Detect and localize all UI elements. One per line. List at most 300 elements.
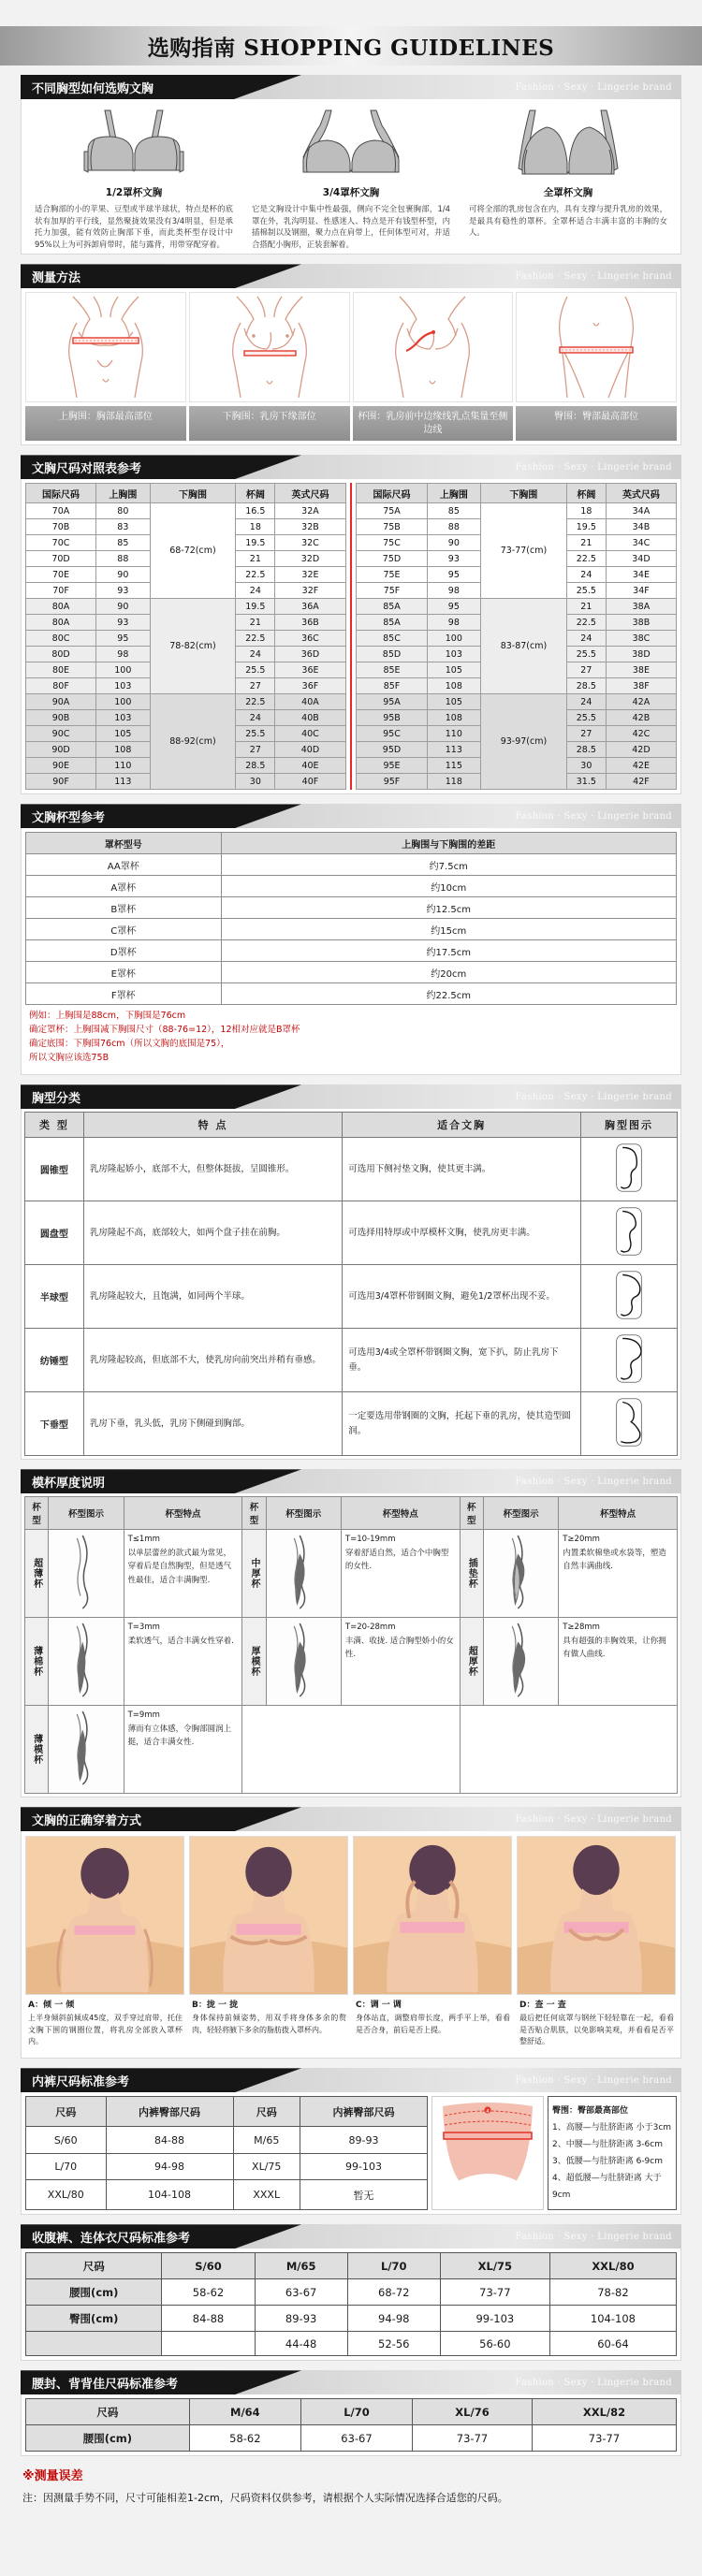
section-header-thickness: [21, 1469, 681, 1493]
cell-cup-type: 薄模杯: [25, 1706, 49, 1794]
cup-example-block: [25, 1005, 677, 1070]
cell-value: 68-72: [347, 2279, 440, 2306]
footnote-body: 注：因测量手势不同，尺寸可能相差1-2cm，尺码资料仅供参考，请根据个人实际情况选择合适您的尺码。: [22, 2492, 508, 2505]
cell-cup-type: 薄棉杯: [25, 1618, 49, 1706]
cup-example-line: 确定罩杯：上胸围减下胸围尺寸（88-76=12），12相对应就是B罩杯: [29, 1025, 300, 1036]
cell-cup-width: 30: [566, 758, 606, 774]
cell-bust: 105: [427, 694, 481, 710]
cell-intl-size: 75E: [357, 567, 427, 583]
cell-value: 60-64: [549, 2332, 676, 2356]
cell-shape-type: 半球型: [25, 1265, 84, 1329]
cell-value: 58-62: [162, 2279, 255, 2306]
table-row: [26, 2332, 677, 2356]
cell-cup-width: 18: [566, 503, 606, 519]
column-header: XL/76: [413, 2399, 533, 2425]
cell-uk-size: 36F: [275, 678, 345, 694]
cell-shape-fit: 可选择用特厚或中厚模杯文胸，使乳房更丰满。: [343, 1201, 581, 1265]
cell-panty-size: M/65: [233, 2127, 300, 2153]
panty-note: 3、低腰—与肚脐距离 6-9cm: [552, 2157, 664, 2167]
cell-bust: 113: [427, 742, 481, 758]
cell-value: 63-67: [255, 2279, 347, 2306]
bra-type-card: [25, 109, 242, 250]
table-header-row: [26, 484, 346, 503]
section-waist-size: [21, 2370, 681, 2456]
shape-silhouette-icon: [581, 1201, 678, 1265]
bra-type-row: [22, 99, 680, 254]
cell-uk-size: 32C: [275, 535, 345, 551]
cell-uk-size: 34C: [606, 535, 676, 551]
cell-uk-size: 36D: [275, 647, 345, 662]
cell-cup-feature: [341, 1618, 460, 1706]
cell-bust: 110: [96, 758, 151, 774]
cell-shape-feature: 乳房隆起较高，但底部不大，使乳房向前突出并稍有垂感。: [83, 1329, 342, 1392]
cell-bust: 90: [96, 599, 151, 615]
cup-thickness-desc: 以单层蕾丝的款式最为常见，穿着后是自然胸型，但是透气性最佳，适合丰满胸型.: [127, 1548, 232, 1585]
table-header-row: [26, 2399, 677, 2425]
table-row: [26, 2180, 428, 2210]
measure-hip-figure: [516, 292, 677, 402]
bra-type-card: [242, 109, 460, 250]
cell-shape-type: 下垂型: [25, 1392, 84, 1456]
cell-cup-diff: 约17.5cm: [221, 940, 677, 962]
cell-cup-type: 厚模杯: [242, 1618, 266, 1706]
table-row: [26, 503, 346, 519]
column-header: M/64: [189, 2399, 300, 2425]
cell-cup-width: 25.5: [566, 710, 606, 726]
brand-tagline: Fashion · Sexy · Lingerie brand: [515, 2074, 672, 2086]
column-header: XXL/80: [549, 2253, 676, 2279]
cell-cup-diff: 约15cm: [221, 919, 677, 940]
cell-intl-size: 80A: [26, 599, 96, 615]
section-title: 文胸的正确穿着方式: [32, 1813, 142, 1828]
measure-legend-item: 下胸围：乳房下缘部位: [189, 406, 350, 441]
cell-uk-size: 38E: [606, 662, 676, 678]
table-row: [357, 599, 677, 615]
brand-tagline: Fashion · Sexy · Lingerie brand: [515, 81, 672, 93]
cell-value: 63-67: [300, 2425, 412, 2452]
cell-uk-size: 42A: [606, 694, 676, 710]
cell-shape-fit: 可选用下侧衬垫文胸，使其更丰满。: [343, 1138, 581, 1201]
cell-intl-size: 80E: [26, 662, 96, 678]
cell-intl-size: 85C: [357, 631, 427, 647]
cell-intl-size: 80F: [26, 678, 96, 694]
wearing-step-text: [25, 1995, 185, 2053]
cell-bust: 100: [427, 631, 481, 647]
cell-value: 44-48: [255, 2332, 347, 2356]
cell-intl-size: 75A: [357, 503, 427, 519]
svg-text:4: 4: [486, 2109, 490, 2116]
cell-bust: 103: [427, 647, 481, 662]
cell-bust: 118: [427, 774, 481, 790]
cell-cup-feature: [559, 1618, 678, 1706]
cell-uk-size: 32B: [275, 519, 345, 535]
cell-bust: 98: [96, 647, 151, 662]
cell-bust: 88: [96, 551, 151, 567]
cell-panty-size: 84-88: [106, 2127, 233, 2153]
wearing-step-card: [189, 1836, 349, 2053]
section-measure: [21, 264, 681, 445]
column-header: 尺码: [26, 2253, 162, 2279]
cell-bust: 113: [96, 774, 151, 790]
cell-cup-width: 25.5: [236, 726, 275, 742]
cup-thickness-table: [24, 1496, 678, 1794]
cell-uk-size: 32E: [275, 567, 345, 583]
cell-bust: 83: [96, 519, 151, 535]
panty-note: 2、中腰—与肚脐距离 3-6cm: [552, 2140, 664, 2150]
cell-bust: 108: [96, 742, 151, 758]
row-header: [26, 2332, 162, 2356]
wearing-step-card: [517, 1836, 677, 2053]
cell-uk-size: 40D: [275, 742, 345, 758]
cell-cup-model: C罩杯: [26, 919, 222, 940]
cell-intl-size: 90F: [26, 774, 96, 790]
cup-example-line: 确定底围：下胸围76cm（所以文胸的底围是75），: [29, 1038, 230, 1049]
table-row: [25, 1618, 678, 1706]
wearing-step-label: B：拢 一 拢: [192, 2001, 239, 2011]
cell-bust: 80: [96, 503, 151, 519]
cell-intl-size: 70B: [26, 519, 96, 535]
cell-intl-size: 90B: [26, 710, 96, 726]
cell-bust: 105: [427, 662, 481, 678]
cell-cup-width: 16.5: [236, 503, 275, 519]
cell-bust: 103: [96, 710, 151, 726]
cell-intl-size: 85A: [357, 615, 427, 631]
column-header: 尺码: [26, 2097, 107, 2127]
cell-shape-feature: 乳房隆起较大，且饱满，如同两个半球。: [83, 1265, 342, 1329]
cup-thickness-desc: 穿着舒适自然，适合个中胸型的女性.: [344, 1548, 449, 1572]
cell-cup-width: 28.5: [566, 678, 606, 694]
column-header: 上胸围: [96, 484, 151, 503]
cell-shape-fit: 一定要选用带钢圈的文胸，托起下垂的乳房，使其造型圆润。: [343, 1392, 581, 1456]
section-header-bra-types: [21, 75, 681, 99]
shape-silhouette-icon: [581, 1329, 678, 1392]
wearing-step-c-illustration: [353, 1836, 512, 1995]
cell-cup-width: 28.5: [566, 742, 606, 758]
panty-size-table: [25, 2096, 428, 2210]
table-row: [25, 1329, 678, 1392]
column-header: 国际尺码: [357, 484, 427, 503]
bra-type-card: [460, 109, 677, 250]
cell-cup-type: 超厚杯: [460, 1618, 483, 1706]
measure-legend: [22, 406, 680, 444]
wearing-step-label: C：调 一 调: [356, 2001, 402, 2011]
cell-value: 89-93: [255, 2306, 347, 2332]
cell-uk-size: 32A: [275, 503, 345, 519]
table-header-row: [26, 2097, 428, 2127]
section-bra-types: [21, 75, 681, 255]
cell-uk-size: 34D: [606, 551, 676, 567]
measure-bust-figure: [25, 292, 186, 402]
brand-tagline: Fashion · Sexy · Lingerie brand: [515, 810, 672, 822]
cell-cup-width: 24: [236, 647, 275, 662]
cup-profile-icon: [483, 1530, 558, 1618]
table-row: [25, 1530, 678, 1618]
cell-empty: [242, 1706, 460, 1794]
column-header: 杯型特点: [341, 1497, 460, 1530]
cell-intl-size: 75F: [357, 583, 427, 599]
column-header: 国际尺码: [26, 484, 96, 503]
column-header: L/70: [347, 2253, 440, 2279]
cell-panty-size: S/60: [26, 2127, 107, 2153]
cell-intl-size: 70D: [26, 551, 96, 567]
cell-uk-size: 38B: [606, 615, 676, 631]
table-row: [25, 1706, 678, 1794]
table-row: [26, 940, 677, 962]
section-header-shaper: [21, 2224, 681, 2249]
measure-underbust-figure: [189, 292, 350, 402]
column-header: 英式尺码: [275, 484, 345, 503]
table-row: [26, 2425, 677, 2452]
column-header: 杯型图示: [49, 1497, 124, 1530]
shape-classification-table: [24, 1112, 678, 1456]
cell-underbust: 68-72(cm): [150, 503, 236, 599]
section-cup-reference: [21, 804, 681, 1075]
cell-underbust: 88-92(cm): [150, 694, 236, 790]
cup-thickness-desc: 柔软透气，适合丰满女性穿着.: [127, 1636, 234, 1646]
table-row: [25, 1201, 678, 1265]
cell-uk-size: 36A: [275, 599, 345, 615]
cell-cup-width: 25.5: [566, 647, 606, 662]
section-title: 胸型分类: [32, 1091, 81, 1106]
cup-thickness-spec: T=20-28mm: [344, 1623, 396, 1633]
column-header: 胸型图示: [581, 1113, 678, 1138]
table-header-row: [25, 1497, 678, 1530]
column-header: XL/75: [440, 2253, 549, 2279]
column-header: 杯型图示: [483, 1497, 558, 1530]
cell-cup-width: 27: [236, 678, 275, 694]
measure-legend-item: 上胸围：胸部最高部位: [25, 406, 186, 441]
column-header: 杯型图示: [266, 1497, 341, 1530]
cell-bust: 98: [427, 615, 481, 631]
cell-intl-size: 95D: [357, 742, 427, 758]
row-header: 腰围(cm): [26, 2279, 162, 2306]
cell-intl-size: 80C: [26, 631, 96, 647]
column-header: 杯型: [242, 1497, 266, 1530]
cell-cup-width: 21: [566, 599, 606, 615]
brand-tagline: Fashion · Sexy · Lingerie brand: [515, 1813, 672, 1825]
column-header: 杯型特点: [559, 1497, 678, 1530]
cell-cup-feature: [341, 1530, 460, 1618]
panty-note: 1、高腰—与肚脐距离 小于3cm: [552, 2123, 672, 2133]
cell-cup-width: 21: [566, 535, 606, 551]
size-table-right: [356, 483, 677, 790]
cell-value: 56-60: [440, 2332, 549, 2356]
cell-intl-size: 95C: [357, 726, 427, 742]
cell-bust: 95: [96, 631, 151, 647]
cell-intl-size: 95E: [357, 758, 427, 774]
table-row: [26, 962, 677, 983]
cup-example-line: 例如：上胸围是88cm，下胸围是76cm: [29, 1011, 186, 1022]
cell-cup-width: 24: [236, 710, 275, 726]
cell-shape-feature: 乳房隆起娇小，底部不大，但整体挺拔，呈圆锥形。: [83, 1138, 342, 1201]
cell-cup-width: 24: [236, 583, 275, 599]
cell-cup-width: 22.5: [566, 615, 606, 631]
measure-illustration-row: [22, 288, 680, 406]
cell-bust: 93: [427, 551, 481, 567]
panty-note: 4、超低腰—与肚脐距离 大于9cm: [552, 2174, 662, 2201]
cell-uk-size: 36C: [275, 631, 345, 647]
cell-intl-size: 85A: [357, 599, 427, 615]
cell-cup-model: E罩杯: [26, 962, 222, 983]
cell-cup-diff: 约12.5cm: [221, 897, 677, 919]
cell-bust: 93: [96, 615, 151, 631]
section-panty-size: [21, 2068, 681, 2215]
cup-profile-icon: [49, 1706, 124, 1794]
section-header-cup-reference: [21, 804, 681, 828]
cell-intl-size: 75C: [357, 535, 427, 551]
shaper-size-table: [25, 2252, 677, 2356]
cell-uk-size: 32D: [275, 551, 345, 567]
brand-tagline: Fashion · Sexy · Lingerie brand: [515, 1091, 672, 1102]
cell-uk-size: 40E: [275, 758, 345, 774]
column-header: 内裤臀部尺码: [106, 2097, 233, 2127]
section-header-waist: [21, 2370, 681, 2394]
wearing-step-b-illustration: [189, 1836, 348, 1995]
section-title: 内裤尺码标准参考: [32, 2074, 130, 2089]
section-title: 模杯厚度说明: [32, 1476, 106, 1491]
cell-cup-width: 25.5: [236, 662, 275, 678]
cell-cup-type: 插垫杯: [460, 1530, 483, 1618]
cell-cup-width: 24: [566, 567, 606, 583]
column-header: S/60: [162, 2253, 255, 2279]
section-header-wearing: [21, 1807, 681, 1831]
table-row: [357, 503, 677, 519]
section-title: 文胸杯型参考: [32, 810, 106, 825]
cell-cup-diff: 约7.5cm: [221, 854, 677, 876]
cell-cup-model: AA罩杯: [26, 854, 222, 876]
column-header: 特 点: [83, 1113, 342, 1138]
table-header-row: [26, 833, 677, 854]
bra-type-desc: 适合胸部的小的苹果、豆型或半球半球状，特点是杯的底状有加厚的平行线，显然聚拢效果没有3/4明显，但是承托力加强，能有效防止胸部下垂，而此类杯型存设计中95%以上为可拆卸肩带时，能与露背，用带穿配穿着。: [35, 204, 233, 249]
cell-cup-width: 21: [236, 615, 275, 631]
brand-tagline: Fashion · Sexy · Lingerie brand: [515, 270, 672, 282]
table-header-row: [26, 2253, 677, 2279]
cell-uk-size: 42B: [606, 710, 676, 726]
section-header-shape: [21, 1084, 681, 1109]
column-header: 尺码: [26, 2399, 190, 2425]
cell-panty-size: XXXL: [233, 2180, 300, 2210]
row-header: 腰围(cm): [26, 2425, 190, 2452]
cell-bust: 88: [427, 519, 481, 535]
section-title: 腰封、背背佳尺码标准参考: [32, 2377, 179, 2392]
wearing-step-label: D：查 一 查: [519, 2001, 566, 2011]
size-table-left-wrap: [22, 479, 350, 793]
section-cup-thickness: [21, 1469, 681, 1797]
cell-cup-feature: [124, 1618, 242, 1706]
table-row: [25, 1265, 678, 1329]
cell-cup-width: 27: [236, 742, 275, 758]
cell-intl-size: 95A: [357, 694, 427, 710]
cell-intl-size: 90C: [26, 726, 96, 742]
cell-shape-feature: 乳房下垂，乳头低，乳房下侧碰到胸部。: [83, 1392, 342, 1456]
measure-cup-figure: [353, 292, 514, 402]
cell-cup-feature: [124, 1530, 242, 1618]
bra-half-cup-icon: [31, 109, 237, 180]
cell-panty-size: XL/75: [233, 2153, 300, 2179]
cell-panty-size: 89-93: [300, 2127, 427, 2153]
cell-cup-width: 18: [236, 519, 275, 535]
cell-cup-width: 25.5: [566, 583, 606, 599]
cup-profile-icon: [49, 1530, 124, 1618]
wearing-step-label: A：倾 一 倾: [28, 2001, 75, 2011]
brand-tagline: Fashion · Sexy · Lingerie brand: [515, 2231, 672, 2242]
cell-value: 73-77: [413, 2425, 533, 2452]
column-header: L/70: [300, 2399, 412, 2425]
cup-thickness-spec: T≥20mm: [563, 1535, 600, 1545]
wearing-step-d-illustration: [517, 1836, 676, 1995]
table-row: [26, 876, 677, 897]
table-row: [26, 983, 677, 1005]
cell-cup-width: 27: [566, 726, 606, 742]
cell-cup-type: 超薄杯: [25, 1530, 49, 1618]
cell-empty: [460, 1706, 677, 1794]
cell-cup-diff: 约10cm: [221, 876, 677, 897]
section-header-measure: [21, 264, 681, 288]
column-header: 杯型特点: [124, 1497, 242, 1530]
cell-cup-model: F罩杯: [26, 983, 222, 1005]
column-header: 杯型: [460, 1497, 483, 1530]
cell-intl-size: 85D: [357, 647, 427, 662]
column-header: 上胸围: [427, 484, 481, 503]
table-row: [357, 694, 677, 710]
section-title: 测量方法: [32, 270, 81, 285]
measure-legend-item: 杯围：乳房前中边缘线乳点集量至侧边线: [353, 406, 514, 441]
cell-intl-size: 75B: [357, 519, 427, 535]
cell-underbust: 78-82(cm): [150, 599, 236, 694]
panty-waist-notes: [548, 2096, 677, 2210]
cell-cup-model: D罩杯: [26, 940, 222, 962]
cell-shape-fit: 可选用3/4或全罩杯带钢圈文胸，宽下扒，防止乳房下垂。: [343, 1329, 581, 1392]
cell-cup-type: 中厚杯: [242, 1530, 266, 1618]
footnote-block: [0, 2456, 702, 2509]
cell-uk-size: 42D: [606, 742, 676, 758]
cell-intl-size: 90D: [26, 742, 96, 758]
cup-thickness-spec: T≥28mm: [563, 1623, 600, 1633]
size-table-right-wrap: [352, 479, 680, 793]
cell-bust: 110: [427, 726, 481, 742]
cell-cup-model: A罩杯: [26, 876, 222, 897]
column-header: 类 型: [25, 1113, 84, 1138]
page-title: 选购指南 SHOPPING GUIDELINES: [147, 35, 555, 61]
cell-cup-width: 22.5: [566, 551, 606, 567]
section-title: 文胸尺码对照表参考: [32, 461, 142, 476]
cell-cup-feature: [559, 1530, 678, 1618]
table-row: [25, 1392, 678, 1456]
cell-panty-size: L/70: [26, 2153, 107, 2179]
cell-intl-size: 85E: [357, 662, 427, 678]
cell-intl-size: 70A: [26, 503, 96, 519]
column-header: 适合文胸: [343, 1113, 581, 1138]
cup-thickness-spec: T=10-19mm: [344, 1535, 396, 1545]
size-table-left: [25, 483, 346, 790]
wearing-step-card: [25, 1836, 185, 2053]
cell-bust: 100: [96, 694, 151, 710]
cell-intl-size: 80D: [26, 647, 96, 662]
column-header: 下胸围: [150, 484, 236, 503]
cup-thickness-spec: T=9mm: [127, 1710, 160, 1721]
cell-uk-size: 40B: [275, 710, 345, 726]
shopping-guidelines-page: [0, 26, 702, 2518]
table-header-row: [25, 1113, 678, 1138]
section-title: 不同胸型如何选购文胸: [32, 81, 154, 96]
cell-shape-feature: 乳房隆起不高，底部较大，如两个盘子挂在前胸。: [83, 1201, 342, 1265]
cell-value: 73-77: [532, 2425, 676, 2452]
column-header: 英式尺码: [606, 484, 676, 503]
table-row: [26, 599, 346, 615]
cell-uk-size: 42E: [606, 758, 676, 774]
brand-tagline: Fashion · Sexy · Lingerie brand: [515, 2377, 672, 2388]
cell-cup-width: 19.5: [566, 519, 606, 535]
